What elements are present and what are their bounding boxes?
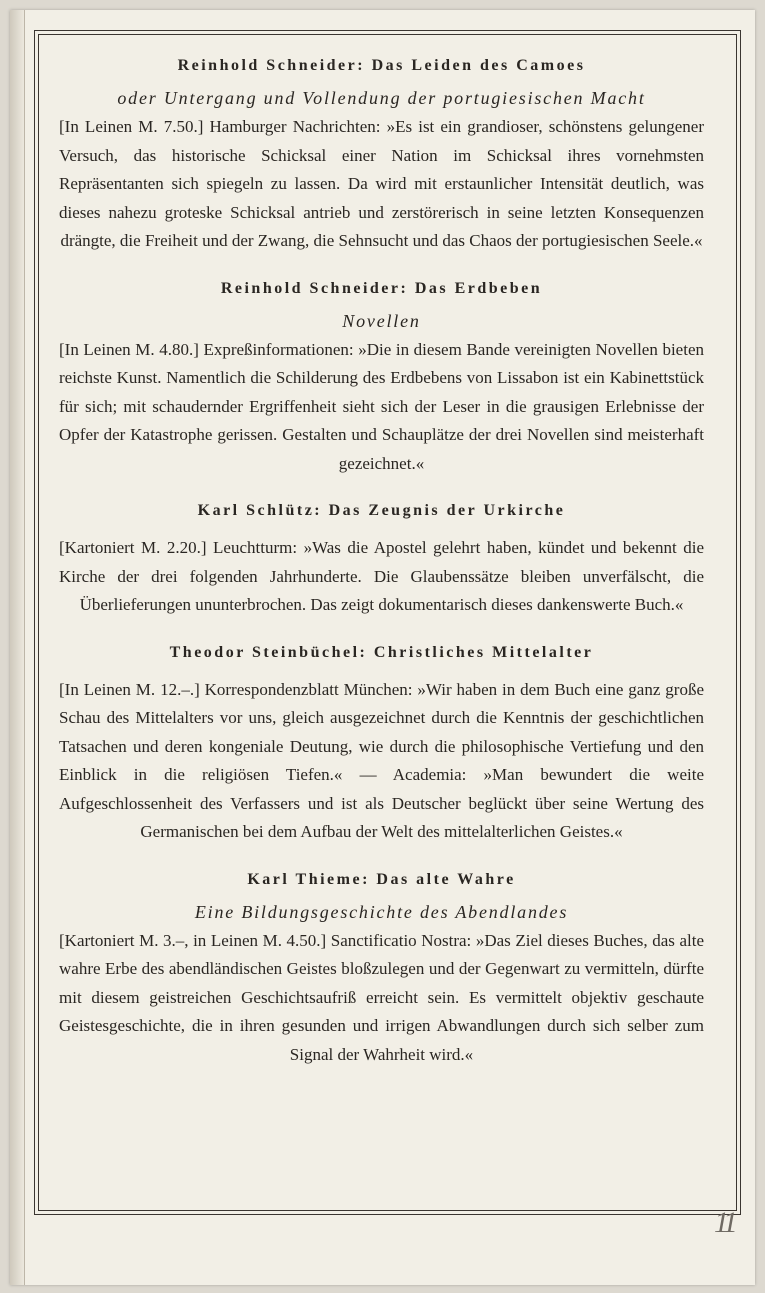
book-review: [Kartoniert M. 3.–, in Leinen M. 4.50.] Sanctificatio Nostra: »Das Ziel dieses Buches, das alte wahre Erbe des abendländischen Geistes bloßzulegen und der Gegenwart zu vermitteln, dürfte mit diesem geistreichen Geschichtsaufriß erreicht sein. Es vermittelt objektiv geschaute Geistesgeschichte, die in ihren gesunden und irrigen Abwandlungen durch sich selber zum Signal der Wahrheit wird.« — [59, 930, 704, 1064]
book-title: Karl Schlütz: Das Zeugnis der Urkirche — [197, 502, 566, 519]
book-review: [Kartoniert M. 2.20.] Leuchtturm: »Was die Apostel gelehrt haben, kündet und bekennt die Kirche der drei folgenden Jahrhunderte. Die Glaubenssätze bleiben unverfälscht, die Überlieferungen ununterbrochen. Das zeigt dokumentarisch dieses dankenswerte Buch.« — [59, 538, 704, 614]
book-subtitle: Eine Bildungsgeschichte des Abendlandes — [194, 901, 569, 922]
book-entry — [59, 642, 704, 847]
book-page — [10, 10, 755, 1285]
book-subtitle: Novellen — [342, 310, 421, 331]
book-entry — [59, 500, 704, 620]
book-review: [In Leinen M. 7.50.] Hamburger Nachrichten: »Es ist ein grandioser, schönstens gelungener Versuch, das historische Schicksal einer Nation im Schicksal ihres vornehmsten Repräsentanten sich spiegeln zu lassen. Da wird mit erstaunlicher Intensität deutlich, was dieses nahezu groteske Schicksal antrieb und zerstörerisch in seine letzten Konsequenzen drängte, die Freiheit und der Zwang, die Sehnsucht und das Chaos der portugiesischen Seele.« — [59, 117, 704, 250]
book-review: [In Leinen M. 4.80.] Expreßinformationen: »Die in diesem Bande vereinigten Novellen bieten reichste Kunst. Namentlich die Schilderung des Erdbebens von Lissabon ist ein Kabinettstück für sich; mit schaudernder Ergriffenheit sieht sich der Leser in die grausigen Erlebnisse der Opfer der Katastrophe gerissen. Gestalten und Schauplätze der drei Novellen sind meisterhaft gezeichnet.« — [59, 339, 704, 473]
book-entry — [59, 55, 704, 256]
page-content — [59, 55, 704, 1069]
book-subtitle: oder Untergang und Vollendung der portugiesischen Macht — [117, 88, 646, 108]
book-entry — [59, 278, 704, 479]
book-review: [In Leinen M. 12.–.] Korrespondenzblatt München: »Wir haben in dem Buch eine ganz große Schau des Mittelalters vor uns, gleich ausgezeichnet durch die Kenntnis der geschichtlichen Tatsachen und deren kongeniale Deutung, wie durch die philosophische Vertiefung und den Einblick in die religiösen Tiefen.« — Academia: »Man bewundert die weite Aufgeschlossenheit des Verfassers und ist als Deutscher beglückt über seine Wertung des Germanischen bei dem Aufbau der Welt des mittelalterlichen Geistes.« — [59, 679, 704, 841]
book-title: Reinhold Schneider: Das Erdbeben — [220, 279, 543, 297]
page-number: 11 — [714, 1206, 734, 1239]
book-entry — [59, 869, 704, 1070]
book-title: Karl Thieme: Das alte Wahre — [247, 870, 516, 888]
book-title: Reinhold Schneider: Das Leiden des Camoes — [177, 57, 586, 74]
book-title: Theodor Steinbüchel: Christliches Mittelalter — [169, 643, 594, 661]
page-spine — [10, 10, 25, 1285]
